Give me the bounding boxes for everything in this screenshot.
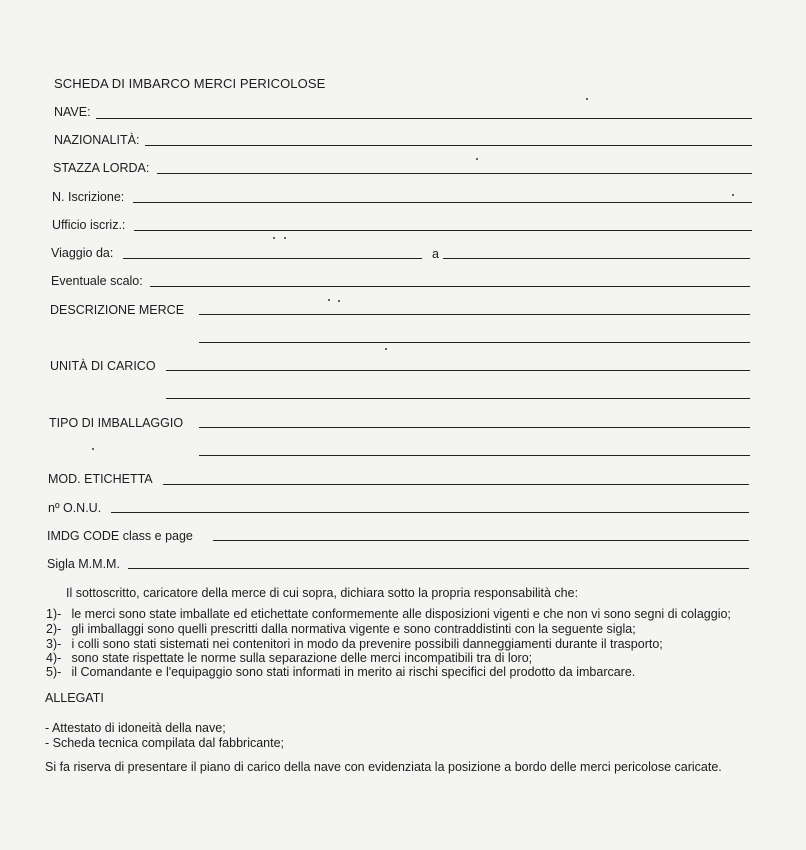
field-imdg-line[interactable]	[213, 540, 749, 541]
list-item	[46, 637, 663, 651]
list-item-number: 1)-	[46, 607, 62, 621]
field-unita-line-2[interactable]	[166, 398, 750, 399]
field-etichetta-line[interactable]	[163, 484, 749, 485]
field-nave-line[interactable]	[96, 118, 752, 119]
label-iscrizione: N. Iscrizione:	[52, 190, 125, 204]
scan-speck	[732, 194, 734, 196]
list-item-text: gli imballaggi sono quelli prescritti dalla normativa vigente e sono contraddistinti con la seguente sigla;	[71, 622, 636, 636]
label-nazionalita: NAZIONALITÀ:	[54, 133, 140, 147]
list-item-text: i colli sono stati sistemati nei contenitori in modo da prevenire possibili danneggiamenti durante il trasporto;	[71, 637, 663, 651]
scan-speck	[273, 237, 275, 239]
label-onu: nº O.N.U.	[48, 501, 102, 515]
field-onu-line[interactable]	[111, 512, 749, 513]
list-item-number: 5)-	[46, 665, 62, 679]
list-item-number: 3)-	[46, 637, 62, 651]
field-descrizione-line-2[interactable]	[199, 342, 750, 343]
field-descrizione-line-1[interactable]	[199, 314, 750, 315]
field-imballaggio-line-2[interactable]	[199, 455, 750, 456]
field-viaggio-da-line[interactable]	[123, 258, 422, 259]
label-viaggio-a: a	[432, 247, 439, 261]
declaration-intro: Il sottoscritto, caricatore della merce di cui sopra, dichiara sotto la propria responsabilità che:	[66, 586, 579, 600]
footer-note: Si fa riserva di presentare il piano di carico della nave con evidenziata la posizione a bordo delle merci pericolose caricate.	[45, 760, 722, 774]
label-imballaggio: TIPO DI IMBALLAGGIO	[49, 416, 184, 430]
field-sigla-line[interactable]	[128, 568, 749, 569]
scan-speck	[328, 299, 330, 301]
list-item-text: il Comandante e l'equipaggio sono stati informati in merito ai rischi specifici del prodotto da imbarcare.	[71, 665, 636, 679]
label-imdg: IMDG CODE class e page	[47, 529, 193, 543]
field-nazionalita-line[interactable]	[145, 145, 752, 146]
label-sigla: Sigla M.M.M.	[47, 557, 120, 571]
label-scalo: Eventuale scalo:	[51, 274, 143, 288]
scan-speck	[476, 158, 478, 160]
field-viaggio-a-line[interactable]	[443, 258, 750, 259]
field-imballaggio-line-1[interactable]	[199, 427, 750, 428]
field-stazza-line[interactable]	[157, 173, 752, 174]
list-item-text: le merci sono state imballate ed etichettate conformemente alle disposizioni vigenti e che non vi sono segni di colaggio;	[71, 607, 731, 621]
scan-speck	[586, 98, 588, 100]
list-item-number: 2)-	[46, 622, 62, 636]
scan-speck	[284, 237, 286, 239]
list-item-text: sono state rispettate le norme sulla separazione delle merci incompatibili tra di loro;	[71, 651, 533, 665]
list-item	[46, 651, 532, 665]
attachment-item: - Scheda tecnica compilata dal fabbricante;	[45, 736, 285, 750]
list-item-number: 4)-	[46, 651, 62, 665]
scan-speck	[92, 448, 94, 450]
label-viaggio: Viaggio da:	[51, 246, 114, 260]
field-ufficio-line[interactable]	[134, 230, 752, 231]
label-descrizione: DESCRIZIONE MERCE	[50, 303, 185, 317]
attachments-heading: ALLEGATI	[45, 691, 104, 705]
list-item	[46, 665, 635, 679]
form-title: SCHEDA DI IMBARCO MERCI PERICOLOSE	[54, 76, 326, 91]
list-item	[46, 607, 731, 621]
label-nave: NAVE:	[54, 105, 91, 119]
field-scalo-line[interactable]	[150, 286, 750, 287]
scan-speck	[385, 348, 387, 350]
list-item	[46, 622, 636, 636]
label-ufficio: Ufficio iscriz.:	[52, 218, 126, 232]
scan-speck	[338, 300, 340, 302]
label-etichetta: MOD. ETICHETTA	[48, 472, 153, 486]
label-unita: UNITÀ DI CARICO	[50, 359, 156, 373]
label-stazza: STAZZA LORDA:	[53, 161, 150, 175]
field-iscrizione-line[interactable]	[133, 202, 752, 203]
attachment-item: - Attestato di idoneità della nave;	[45, 721, 226, 735]
field-unita-line-1[interactable]	[166, 370, 750, 371]
